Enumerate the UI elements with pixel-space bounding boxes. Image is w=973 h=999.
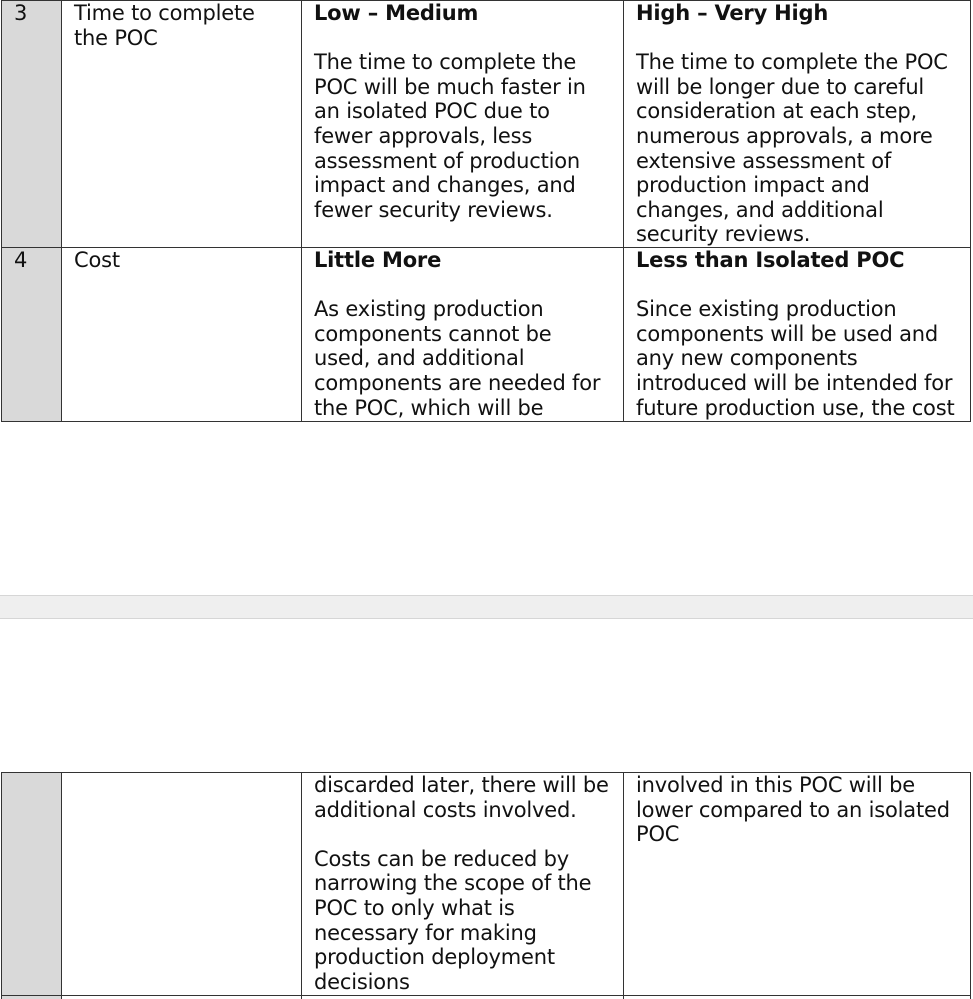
text-line: The time to complete the POC xyxy=(636,50,948,75)
table-row-time-to-complete xyxy=(2,1,971,248)
description-paragraph xyxy=(636,773,970,847)
description-paragraph xyxy=(314,773,623,822)
comparison-table-top xyxy=(1,0,971,422)
description-paragraph xyxy=(314,50,623,222)
text-line: lower compared to an isolated xyxy=(636,797,950,822)
description-paragraph xyxy=(314,297,623,420)
criteria-label-line: Time to complete xyxy=(74,1,255,25)
text-line: The time to complete the xyxy=(314,50,577,75)
text-line: production deployment xyxy=(314,945,555,970)
table-row-cost xyxy=(2,248,971,422)
text-line: will be longer due to careful xyxy=(636,74,925,99)
rating-heading: Little More xyxy=(314,248,442,272)
row-number-cell xyxy=(2,248,62,422)
text-line: necessary for making xyxy=(314,920,537,945)
text-line: POC to only what is xyxy=(314,895,515,920)
text-line: As existing production xyxy=(314,297,544,322)
text-line: impact and changes, and xyxy=(314,173,576,198)
criteria-cell xyxy=(62,1,302,248)
table-row-next-start xyxy=(2,996,971,999)
text-line: the POC, which will be xyxy=(314,395,544,420)
text-line: changes, and additional xyxy=(636,197,884,222)
isolated-poc-cell xyxy=(302,248,624,422)
criteria-cell xyxy=(62,773,302,996)
rating-heading: Less than Isolated POC xyxy=(636,248,905,272)
text-line: consideration at each step, xyxy=(636,99,917,124)
text-line: fewer approvals, less xyxy=(314,123,533,148)
isolated-poc-cell xyxy=(302,773,624,996)
integrated-poc-cell xyxy=(624,248,971,422)
integrated-poc-cell xyxy=(624,1,971,248)
text-line: POC xyxy=(636,822,680,847)
description-paragraph xyxy=(636,50,970,247)
integrated-poc-cell xyxy=(624,773,971,996)
isolated-poc-cell xyxy=(302,1,624,248)
text-line: discarded later, there will be xyxy=(314,773,609,797)
text-line: security reviews. xyxy=(636,222,811,247)
text-line: extensive assessment of xyxy=(636,148,892,173)
rating-heading: Low – Medium xyxy=(314,1,479,25)
table-row-cost-continued xyxy=(2,773,971,996)
text-line: narrowing the scope of the xyxy=(314,871,592,896)
text-line: assessment of production xyxy=(314,148,581,173)
text-line: Since existing production xyxy=(636,297,897,322)
text-line: Costs can be reduced by xyxy=(314,846,569,871)
text-line: introduced will be intended for xyxy=(636,370,953,395)
page-separator xyxy=(0,595,973,619)
row-number: 3 xyxy=(14,1,28,25)
text-line: production impact and xyxy=(636,173,870,198)
text-line: components are needed for xyxy=(314,370,601,395)
rating-heading: High – Very High xyxy=(636,1,829,25)
row-number-cell xyxy=(2,1,62,248)
text-line: decisions xyxy=(314,969,410,994)
row-number: 4 xyxy=(14,248,28,272)
criteria-label-line: the POC xyxy=(74,25,158,50)
text-line: used, and additional xyxy=(314,346,525,371)
description-paragraph xyxy=(314,847,623,995)
text-line: components cannot be xyxy=(314,321,552,346)
text-line: components will be used and xyxy=(636,321,938,346)
text-line: future production use, the cost xyxy=(636,395,955,420)
criteria-cell xyxy=(62,248,302,422)
criteria-label-line: Cost xyxy=(74,248,120,272)
row-number-cell xyxy=(2,773,62,996)
text-line: an isolated POC due to xyxy=(314,99,550,124)
text-line: involved in this POC will be xyxy=(636,773,915,797)
document-page-bottom xyxy=(0,619,973,999)
text-line: any new components xyxy=(636,346,858,371)
text-line: additional costs involved. xyxy=(314,797,577,822)
comparison-table-continued xyxy=(1,772,971,999)
text-line: numerous approvals, a more xyxy=(636,123,933,148)
text-line: fewer security reviews. xyxy=(314,197,553,222)
text-line: POC will be much faster in xyxy=(314,74,586,99)
description-paragraph xyxy=(636,297,970,420)
